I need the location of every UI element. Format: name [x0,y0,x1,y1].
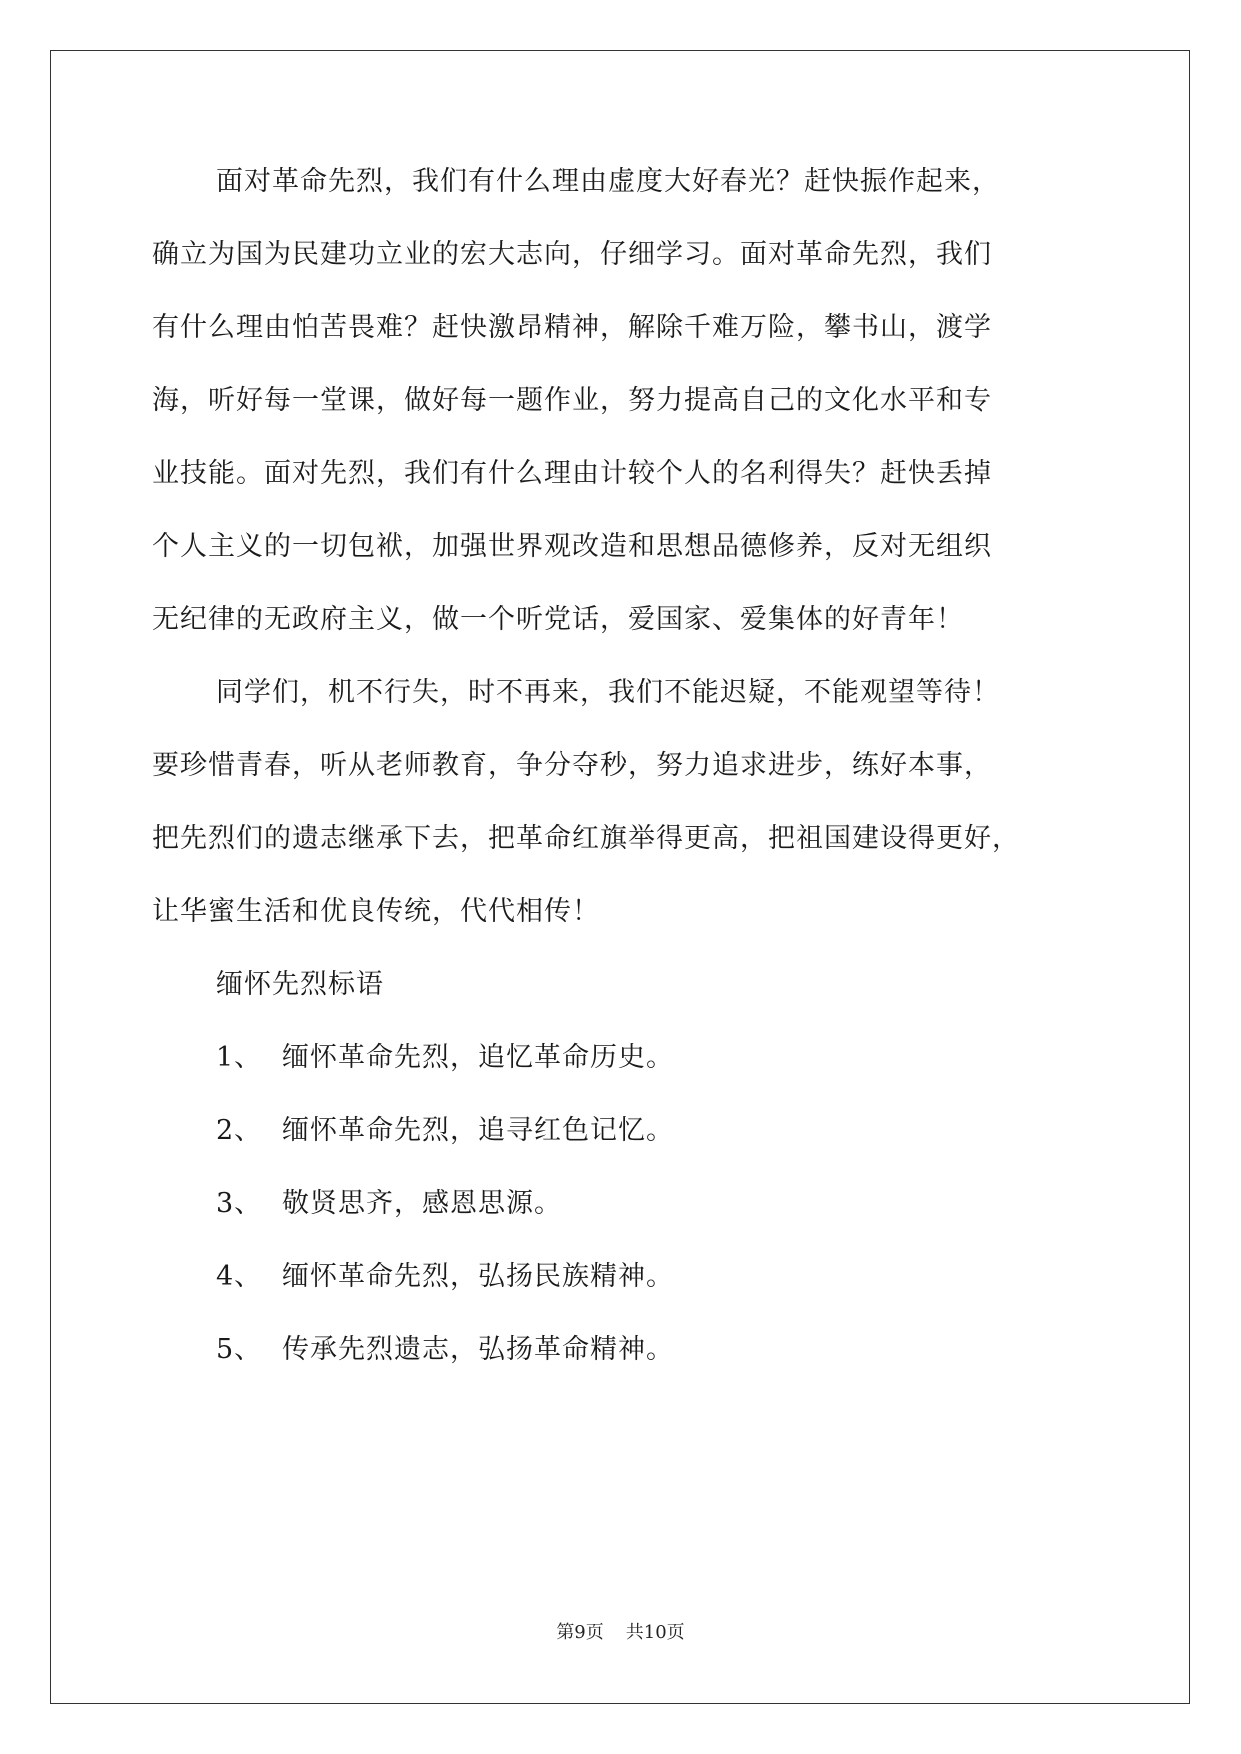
list-item-text: 传承先烈遗志，弘扬革命精神。 [282,1334,674,1365]
paragraph-2-line-4: 让华蜜生活和优良传统，代代相传！ [152,896,600,927]
list-item-number: 3、 [216,1188,263,1219]
document-body [152,168,1117,1363]
page-number: 第9页 [556,1622,604,1643]
paragraph-1-line-2: 确立为国为民建功立业的宏大志向，仔细学习。面对革命先烈，我们 [152,239,992,270]
paragraph-1-line-1: 面对革命先烈，我们有什么理由虚度大好春光？赶快振作起来， [216,166,1000,197]
list-item [152,1190,1117,1217]
paragraph-1-line-3: 有什么理由怕苦畏难？赶快激昂精神，解除千难万险，攀书山，渡学 [152,312,992,343]
paragraph-1-line-4: 海，听好每一堂课，做好每一题作业，努力提高自己的文化水平和专 [152,385,992,416]
list-item-number: 5、 [216,1334,263,1365]
paragraph-1-line-6: 个人主义的一切包袱，加强世界观改造和思想品德修养，反对无组织 [152,531,992,562]
paragraph-2-line-1: 同学们，机不行失，时不再来，我们不能迟疑，不能观望等待！ [216,677,1000,708]
list-item [152,1044,1117,1071]
list-item [152,1117,1117,1144]
list-item [152,1263,1117,1290]
list-item-number: 2、 [216,1115,263,1146]
list-item-text: 缅怀革命先烈，弘扬民族精神。 [282,1261,674,1292]
paragraph-2-line-3: 把先烈们的遗志继承下去，把革命红旗举得更高，把祖国建设得更好， [152,823,1020,854]
list-item-number: 4、 [216,1261,263,1292]
paragraph-1-line-5: 业技能。面对先烈，我们有什么理由计较个人的名利得失？赶快丢掉 [152,458,992,489]
list-item-text: 缅怀革命先烈，追寻红色记忆。 [282,1115,674,1146]
list-item-text: 缅怀革命先烈，追忆革命历史。 [282,1042,674,1073]
page-footer [0,1618,1241,1644]
page-total: 共10页 [625,1622,685,1643]
slogans-title: 缅怀先烈标语 [216,969,384,1000]
paragraph-1-line-7: 无纪律的无政府主义，做一个听党话，爱国家、爱集体的好青年！ [152,604,964,635]
list-item [152,1336,1117,1363]
list-item-number: 1、 [216,1042,263,1073]
paragraph-2-line-2: 要珍惜青春，听从老师教育，争分夺秒，努力追求进步，练好本事， [152,750,992,781]
list-item-text: 敬贤思齐，感恩思源。 [282,1188,562,1219]
